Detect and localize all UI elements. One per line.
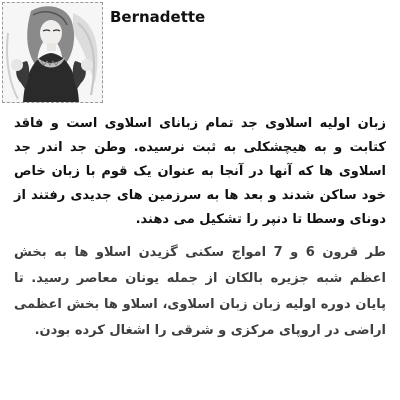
paragraph-2: طر قرون 6 و 7 امواج سکنی گزیدن اسلاو ها به بخش اعظم شبه جزیره بالکان از جمله یونان معاصر رسید. تا پایان دوره اولیه زبان زبان اسلاوی، اسلاو ها بخش اعظمی اراضی در اروپای مرکزی و شرقی را اشغال کرده بودن. [14,245,386,338]
avatar [2,2,103,103]
avatar-illustration-icon [3,3,102,102]
profile-name: Bernadette [110,8,206,26]
paragraph-1: زبان اولیه اسلاوی جد تمام زبانای اسلاوی است و فاقد کتابت و به هیچشکلی به ثبت نرسیده. وطن جد اندر جد اسلاوی ها که آنها در آنجا به عنوان یک قوم با زبان خاص خود ساکن شدند و بعد ها به سرزمین های جدیدی رفتند از دونای وسطا تا دنپر را تشکیل می دهند. [14,116,386,227]
